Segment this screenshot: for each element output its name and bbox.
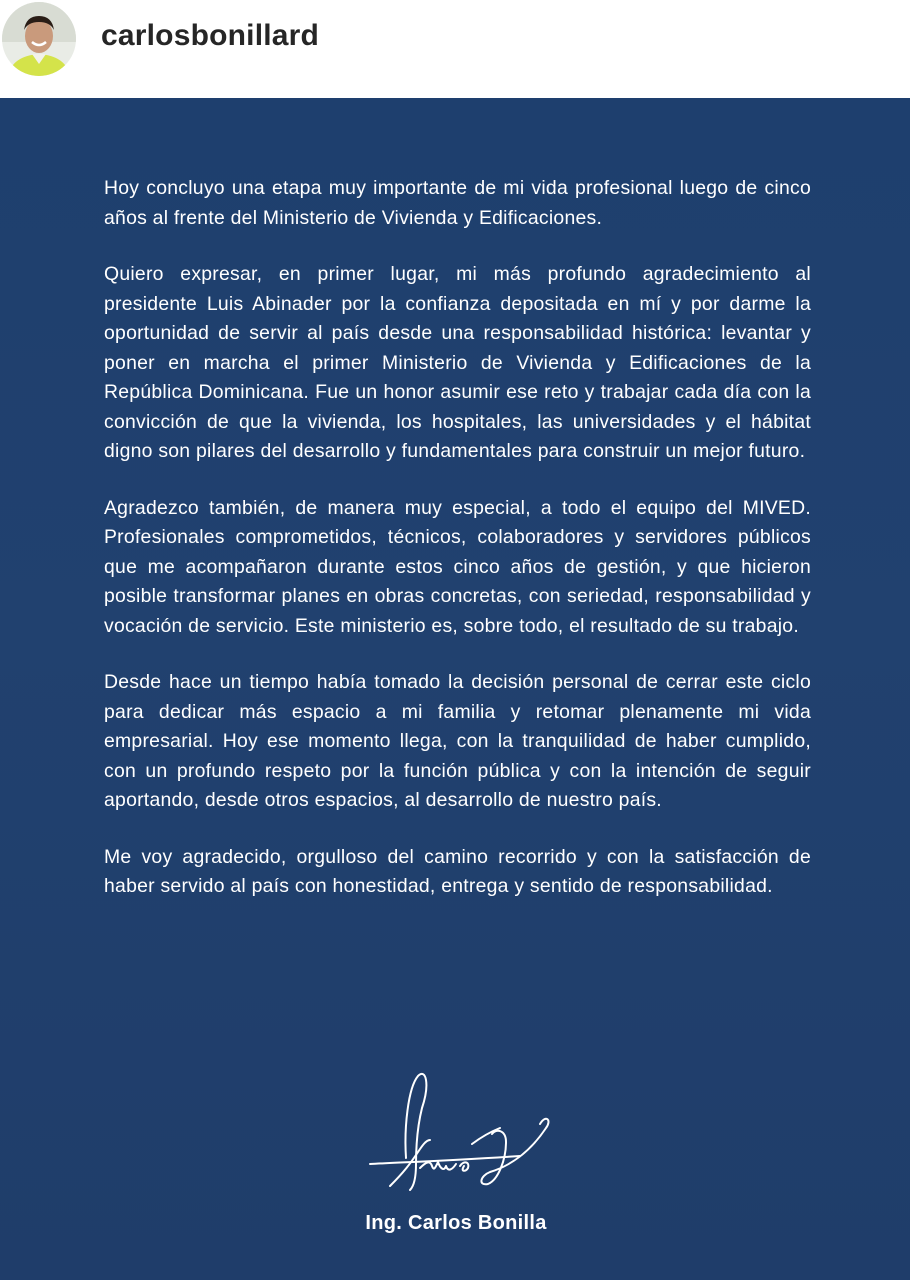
letter-paragraph-1: Hoy concluyo una etapa muy importante de mi vida profesional luego de cinco años al frente del Ministerio de Vivienda y Edificaciones. xyxy=(104,177,811,229)
signer-name-text: Ing. Carlos Bonilla xyxy=(365,1212,547,1234)
post-header xyxy=(0,0,910,98)
username[interactable]: carlosbonillard xyxy=(101,19,320,52)
profile-avatar[interactable] xyxy=(2,2,76,76)
signer-name xyxy=(0,1212,910,1235)
signature-icon xyxy=(360,1068,560,1208)
letter-image xyxy=(0,98,910,1280)
letter-paragraph-3: Agradezco también, de manera muy especial, a todo el equipo del MIVED. Profesionales comprometidos, técnicos, colaboradores y servidores públicos que me acompañaron durante estos cinco años de gestión, y que hicieron posible transformar planes en obras concretas, con seriedad, responsabilidad y vocación de servicio. Este ministerio es, sobre todo, el resultado de su trabajo. xyxy=(104,496,811,637)
letter-paragraph-2: Quiero expresar, en primer lugar, mi más profundo agradecimiento al presidente Luis Abinader por la confianza depositada en mí y por darme la oportunidad de servir al país desde una responsabilidad histórica: levantar y poner en marcha el primer Ministerio de Vivienda y Edificaciones de la República Dominicana. Fue un honor asumir ese reto y trabajar cada día con la convicción de que la vivienda, los hospitales, las universidades y el hábitat digno son pilares del desarrollo y fundamentales para construir un mejor futuro. xyxy=(104,263,811,462)
letter-paragraph-5: Me voy agradecido, orgulloso del camino recorrido y con la satisfacción de haber servido al país con honestidad, entrega y sentido de responsabilidad. xyxy=(104,845,811,897)
letter-body xyxy=(104,174,811,929)
letter-paragraph-4: Desde hace un tiempo había tomado la decisión personal de cerrar este ciclo para dedicar más espacio a mi familia y retomar plenamente mi vida empresarial. Hoy ese momento llega, con la tranquilidad de haber cumplido, con un profundo respeto por la función pública y con la intención de seguir aportando, desde otros espacios, al desarrollo de nuestro país. xyxy=(104,671,811,811)
profile-photo-icon xyxy=(2,2,76,76)
